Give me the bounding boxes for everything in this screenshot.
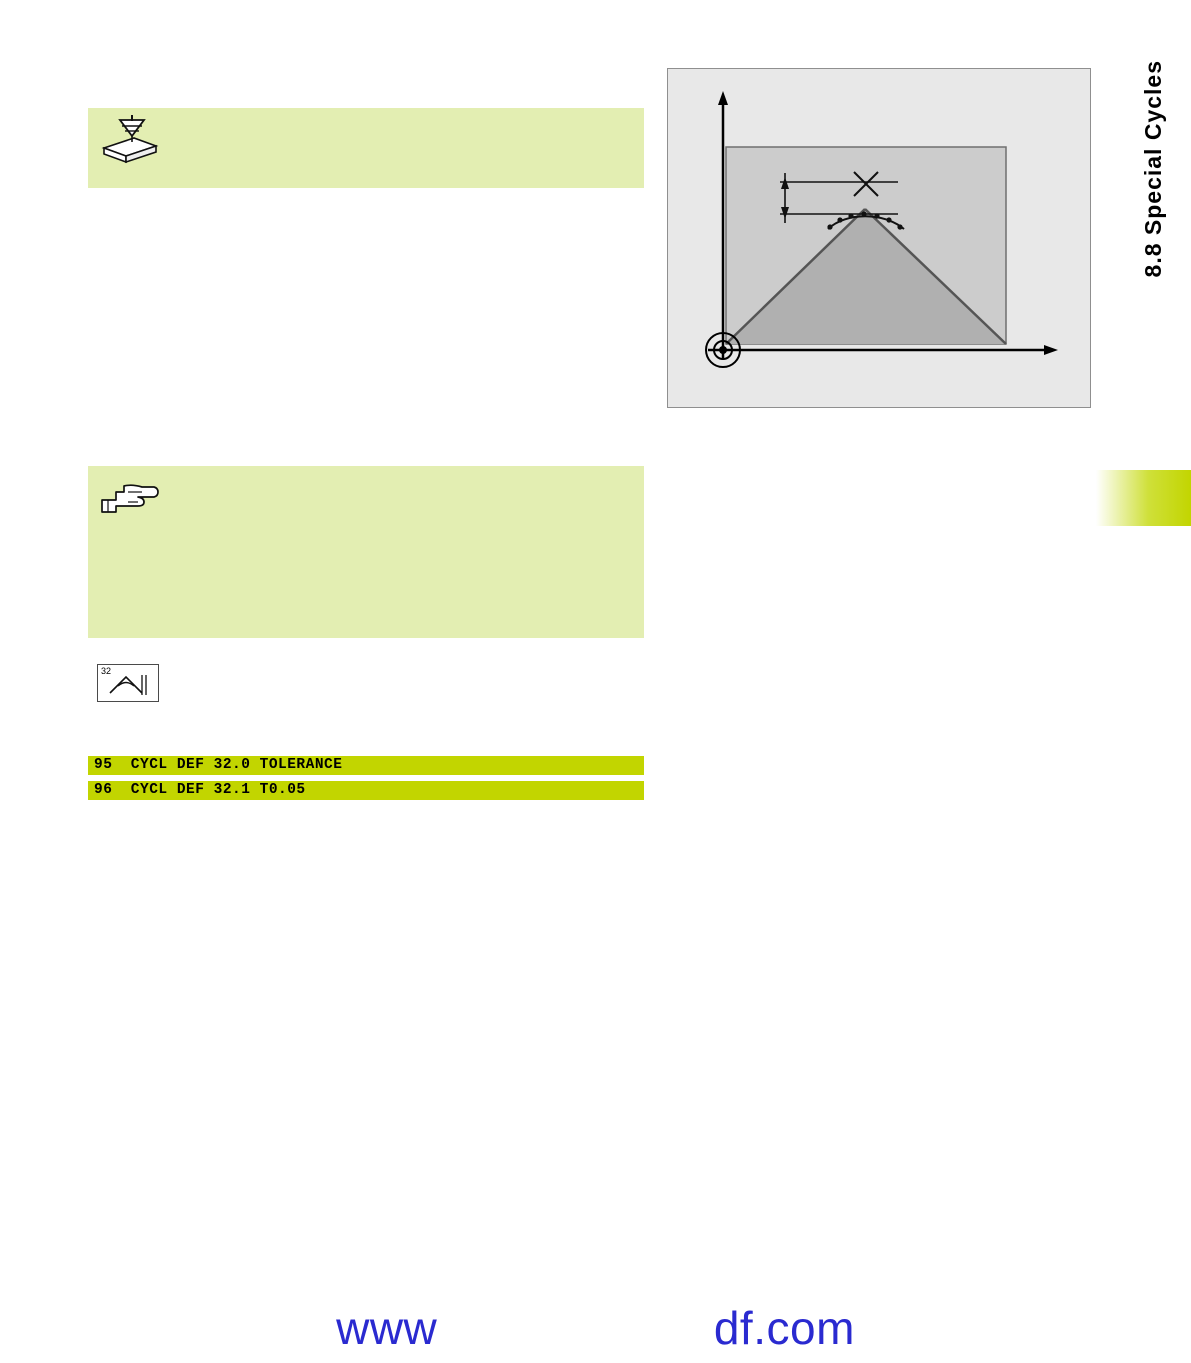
- footer-text-left: www: [336, 1302, 438, 1354]
- nc-program-line: 96 CYCL DEF 32.1 T0.05: [88, 781, 644, 800]
- softkey-label: 32: [101, 666, 112, 676]
- machine-tool-icon: [98, 114, 162, 166]
- page-footer: [0, 1301, 1191, 1355]
- note-box-hint: [88, 466, 644, 638]
- figure-svg: [668, 69, 1090, 407]
- pointing-hand-icon: [98, 472, 162, 524]
- softkey-tolerance-cycle-32[interactable]: [97, 664, 159, 702]
- chapter-title-text: 8.8 Special Cycles: [1139, 60, 1166, 278]
- note-box-machine-manual: [88, 108, 644, 188]
- footer-text-right: df.com: [713, 1302, 855, 1354]
- nc-program-line: 95 CYCL DEF 32.0 TOLERANCE: [88, 756, 644, 775]
- chapter-title: [1133, 60, 1173, 360]
- figure-tolerance-contour-diagram: [667, 68, 1091, 408]
- nc-program-block: [88, 756, 644, 806]
- page-edge-tab: [1096, 470, 1191, 526]
